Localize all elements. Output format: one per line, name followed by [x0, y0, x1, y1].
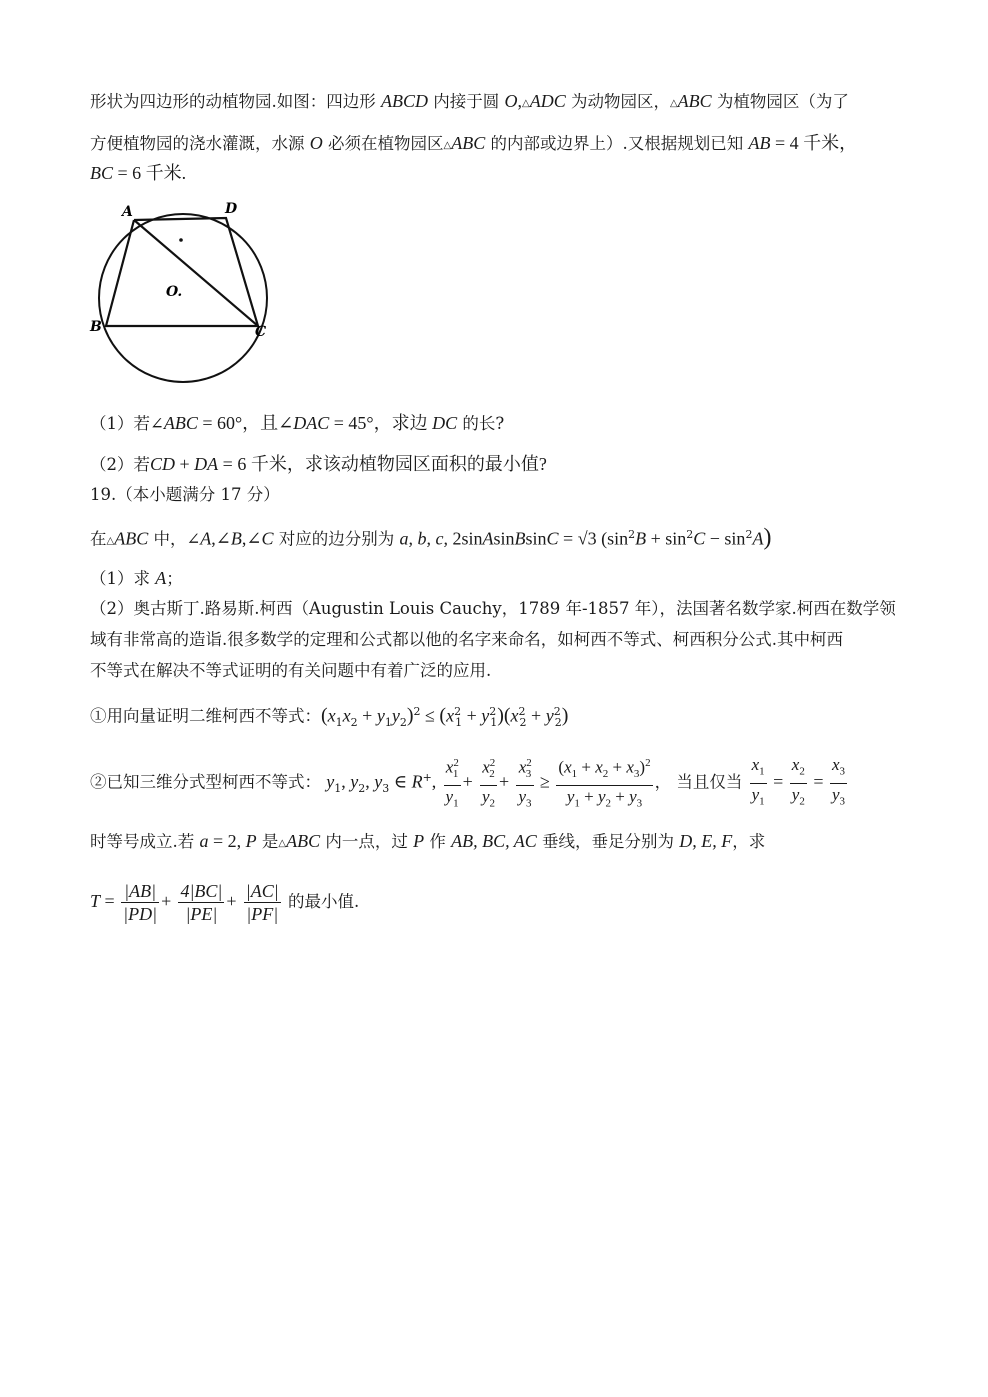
label-d: D [225, 201, 238, 217]
q18-part-2 [90, 453, 547, 476]
text: ,∠ [241, 528, 262, 549]
math: C [546, 528, 559, 549]
fraction-numerator: 4|BC| [180, 881, 223, 901]
math: ) [763, 524, 772, 551]
math: DA [194, 454, 219, 474]
text: 方便植物园的浇水灌溉，水源 [90, 134, 310, 153]
triangle-symbol: △ [522, 98, 530, 109]
math: BC [90, 163, 114, 183]
text: 的最小值. [287, 892, 360, 911]
point-dot [179, 238, 183, 242]
math: ABCD [381, 91, 428, 111]
math: A [752, 528, 764, 549]
math: C [693, 528, 706, 549]
math: A [155, 568, 167, 588]
math: AB, BC, AC [451, 831, 537, 851]
cyclic-quadrilateral-figure [88, 196, 278, 406]
intro-line-2 [90, 132, 857, 157]
text: （2）若 [90, 455, 150, 474]
math: 2sin [447, 528, 483, 549]
math: = 2, [208, 831, 246, 851]
math: CD [150, 454, 176, 474]
math: DC [432, 413, 458, 433]
q19-part-2-line-1 [90, 598, 896, 620]
text: 内接于圆 [428, 92, 505, 111]
q19-condition [90, 830, 765, 855]
text: = 6 千米. [113, 163, 187, 183]
math: B [514, 528, 526, 549]
math: , [517, 91, 522, 111]
math: D, E, F [679, 831, 733, 851]
text: 时等号成立.若 [90, 832, 200, 851]
text: 的长? [457, 414, 505, 433]
math: ABC [677, 91, 712, 111]
text: （1）求 [90, 569, 156, 588]
math: a [199, 831, 209, 851]
fraction-numerator: |AC| [245, 881, 279, 901]
math: C [261, 528, 274, 549]
text: = 60°，且∠ [197, 413, 294, 433]
math: A [482, 528, 494, 549]
math: = √3 (sin [558, 528, 629, 549]
triangle-symbol: △ [669, 98, 678, 109]
text: 域有非常高的造诣.很多数学的定理和公式都以他的名字来命名，如柯西不等式、柯西积分公式.其中柯西 [90, 630, 843, 649]
text: = 4 千米， [770, 133, 858, 153]
text: 对应的边分别为 [273, 529, 400, 549]
text: 形状为四边形的动植物园.如图：四边形 [90, 92, 381, 111]
fraction-numerator: |AB| [121, 880, 159, 903]
math: sin [493, 528, 515, 549]
text: = 45°，求边 [329, 413, 433, 433]
text: 中，∠ [148, 529, 201, 549]
text: ，求 [732, 832, 766, 851]
math: P [245, 831, 257, 851]
text: ②已知三维分式型柯西不等式： [90, 772, 321, 792]
intro-line-1 [90, 90, 849, 115]
label-b: B [90, 319, 102, 335]
math: A [200, 528, 212, 549]
math: ABC [163, 413, 198, 433]
math: DAC [293, 413, 330, 433]
math: ADC [529, 91, 566, 111]
label-a: A [122, 204, 133, 220]
question-header: 19.（本小题满分 17 分） [90, 485, 280, 504]
label-c: C [255, 324, 267, 340]
intro-line-3 [90, 162, 186, 185]
math: T [90, 891, 101, 911]
triangle-symbol: △ [106, 535, 115, 547]
q18-part-1 [90, 412, 504, 435]
math: sin [525, 528, 547, 549]
q19-cauchy-2d: ①用向量证明二维柯西不等式：$(x_1x_2 + y_1y_2)^2 \le (x^2_1 + y^2_1)(x^2_2 + y^2_2)$ [90, 704, 569, 729]
triangle-symbol: △ [278, 838, 287, 849]
text: 是 [256, 832, 279, 851]
math: − sin [705, 528, 746, 549]
text: 为动物园区， [565, 92, 670, 111]
fraction-denominator: |PE| [185, 904, 218, 924]
math: + sin [646, 528, 687, 549]
circle-o [99, 214, 267, 382]
text: ； [166, 569, 183, 588]
text: （1）若∠ [90, 414, 164, 433]
q19-part-2-line-3 [90, 660, 491, 682]
math: ABC [286, 831, 321, 851]
label-o: O. [166, 284, 183, 300]
math: B [230, 528, 242, 549]
text: 的内部或边界上）.又根据规划已知 [485, 134, 749, 153]
q19-part-2-line-2 [90, 629, 843, 651]
text: = 6 千米，求该动植物园区面积的最小值? [218, 454, 547, 474]
text: + [175, 454, 195, 474]
text: ,∠ [211, 528, 231, 549]
text: 在 [90, 529, 107, 549]
math: O [504, 91, 518, 111]
text: 必须在植物园区 [322, 134, 444, 153]
q19-header [90, 484, 280, 506]
text: 不等式在解决不等式证明的有关问题中有着广泛的应用. [90, 661, 492, 680]
math: a, b, c, [399, 528, 448, 549]
math: ABC [451, 133, 486, 153]
fraction-denominator: |PD| [123, 904, 158, 924]
math: ABC [114, 528, 149, 549]
text: 作 [424, 832, 452, 851]
q19-t-expression: T = $\frac{|AB|}{|PD|}$ + $\frac{4|BC|}{|PE|}$ + $\frac{|AC|}{|PF|}$ 的最小值. [90, 881, 360, 924]
text: ①用向量证明二维柯西不等式： [90, 706, 321, 726]
math: P [413, 831, 425, 851]
math: O [309, 133, 323, 153]
text: 为植物园区（为了 [711, 92, 849, 111]
q19-cauchy-3d: ②已知三维分式型柯西不等式： $y_1$, $y_2$, $y_3$ ∈ R+, $\frac{x^2_1}{y_1}$ + $\frac{x^2_2}{y_2}$ + $\frac{x^2_3}{y_3}$ ≥ $\frac{(x_1 + x_2 + x_3)^2}{y_1 + y_2 + y_3}$ ， 当且仅当 $\frac{x_1}{y_1}$ = $\frac{x_2}{y_2}$ = $\frac{x_3}{y_3}$ [90, 752, 849, 814]
fraction-denominator: |PF| [246, 904, 279, 924]
text: 当且仅当 [676, 772, 743, 792]
triangle-symbol: △ [443, 140, 452, 151]
math: B [635, 528, 647, 549]
q19-stem: 在△ABC 中，∠A,∠B,∠C 对应的边分别为 a, b, c, 2sinAsinBsinC = √3 $(\sin^2B + \sin^2C - \sin^2A)$ [90, 524, 772, 551]
math: AB [748, 133, 771, 153]
text: 内一点，过 [320, 832, 414, 851]
text: （2）奥古斯丁.路易斯.柯西（Augustin Louis Cauchy，1789 年-1857 年），法国著名数学家.柯西在数学领 [90, 599, 896, 618]
q19-part-1 [90, 567, 183, 590]
text: 垂线，垂足分别为 [536, 832, 680, 851]
